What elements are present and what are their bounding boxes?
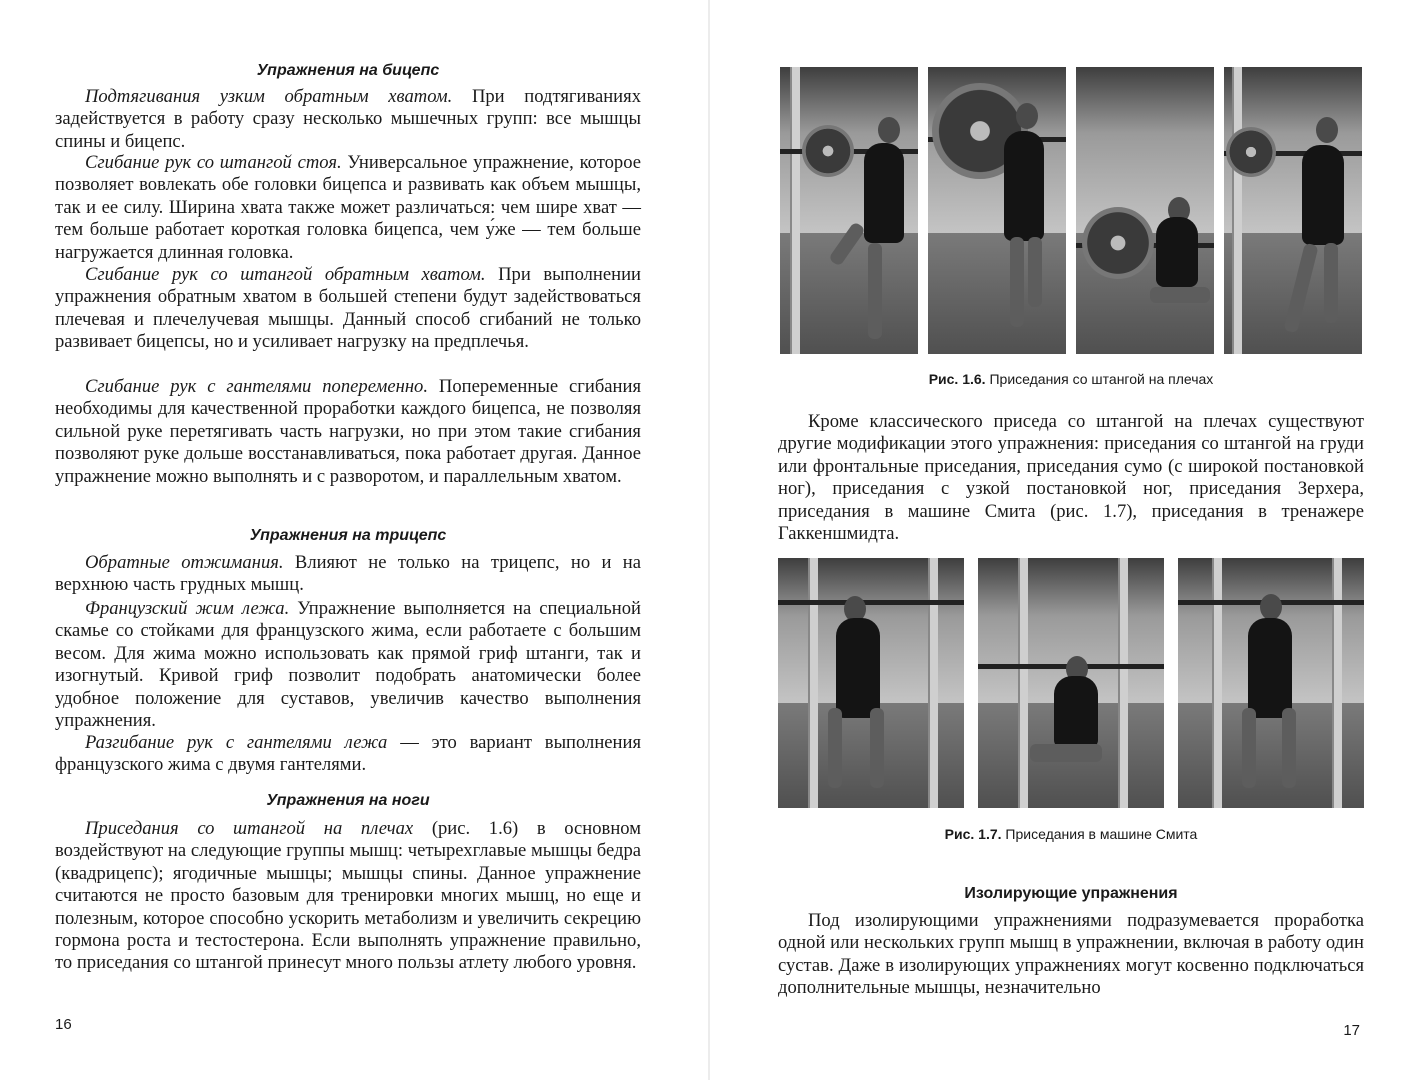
paragraph: Под изолирующими упражнениями подразумевается проработка одной или нескольких групп мышц в упражнении, включая в работу один сустав. Даже в изолирующих упражнениях могут косвенно подключаться дополнительные мышцы, незначительно [778,910,1364,999]
figure-1-6-photos [780,67,1362,354]
paragraph-body: При подтягиваниях задействуется в работу сразу несколько мышечных групп: все мышцы спины и бицепс. [55,86,641,152]
figure-label: Рис. 1.6. [928,371,986,387]
heading-biceps: Упражнения на бицепс [256,62,440,79]
page-number: 16 [55,1016,72,1033]
figure-caption [778,826,1364,842]
paragraph-body: — это вариант выполнения французского жима с двумя гантелями. [55,732,641,776]
page-fold [708,0,710,1080]
left-page [55,0,641,1080]
paragraph [55,552,641,597]
paragraph-lead: Сгибание рук со штангой обратным хватом. [85,264,486,285]
squat-photo [1076,67,1214,354]
paragraph-lead: Подтягивания узким обратным хватом. [85,86,453,107]
paragraph-body: При выполнении упражнения обратным хватом в большей степени будут задействоваться плечевая и плечелучевая мышцы. Данный способ сгибаний не только развивает бицепсы, но и усиливает нагрузку на предплечья. [55,264,641,353]
figure-caption-text: Приседания в машине Смита [1001,826,1198,842]
figure-label: Рис. 1.7. [944,826,1002,842]
paragraph-lead: Разгибание рук с гантелями лежа [85,732,388,753]
smith-machine-photo [1178,558,1364,808]
figure-caption-text: Приседания со штангой на плечах [985,371,1214,387]
paragraph [55,598,641,732]
paragraph [55,264,641,354]
heading-isolating: Изолирующие упражнения [964,885,1178,902]
heading-legs: Упражнения на ноги [266,792,430,809]
paragraph-lead: Приседания со штангой на плечах [85,818,414,839]
paragraph [55,86,641,153]
paragraph-lead: Сгибание рук со штангой стоя. [85,152,342,173]
smith-machine-photo [978,558,1164,808]
paragraph: Кроме классического приседа со штангой на плечах существуют другие модификации этого упражнения: приседания со штангой на груди или фронтальные приседания, приседания сумо (с широкой постановкой ног), приседания с узкой постановкой ног, приседания Зерхера, приседания в машине Смита (рис. 1.7), приседания в тренажере Гаккеншмидта. [778,411,1364,545]
paragraph-lead: Французский жим лежа. [85,598,290,619]
paragraph [55,152,641,264]
heading-triceps: Упражнения на трицепс [249,527,447,544]
page-number: 17 [1343,1022,1360,1039]
paragraph-lead: Обратные отжимания. [85,552,284,573]
paragraph-body: Упражнение выполняется на специальной скамье со стойками для французского жима, если работаете с большим весом. Для жима можно использовать как прямой гриф штанги, так и изогнутый. Кривой гриф позволит подобрать анатомически более удобное положение для суставов, увеличив качество выполнения упражнения. [55,598,641,732]
squat-photo [928,67,1066,354]
right-page [778,0,1364,1080]
paragraph [55,376,641,488]
paragraph-body: Универсальное упражнение, которое позволяет вовлекать обе головки бицепса и развивать как объем мышцы, так и ее силу. Ширина хвата также может различаться: чем шире хват — тем больше работает короткая головка бицепса, чем у́же — тем больше нагружается длинная головка. [55,152,641,263]
figure-1-7-photos [778,558,1364,808]
paragraph-body: (рис. 1.6) в основном воздействуют на следующие группы мышц: четырехглавые мышцы бедра (квадрицепс); ягодичные мышцы; мышцы спины. Данное упражнение считаются не просто базовым для тренировки многих мышц, но еще и полезным, которое способно ускорить метаболизм и увеличить секрецию гормона роста и тестостерона. Если выполнять упражнение правильно, то приседания со штангой принесут много пользы атлету любого уровня. [55,818,641,974]
paragraph-body: Влияют не только на трицепс, но и на верхнюю часть грудных мышц. [55,552,642,596]
smith-machine-photo [778,558,964,808]
paragraph-lead: Сгибание рук с гантелями попеременно. [85,376,428,397]
paragraph-body: Попеременные сгибания необходимы для качественной проработки каждого бицепса, не позволяя сильной руке перетягивать часть нагрузки, но при этом такие сгибания позволяют руке дольше восстанавливаться, пока работает другая. Данное упражнение можно выполнять и с разворотом, и параллельным хватом. [55,376,641,487]
paragraph [55,732,641,777]
squat-photo [780,67,918,354]
paragraph [55,818,641,975]
squat-photo [1224,67,1362,354]
figure-caption [778,371,1364,387]
